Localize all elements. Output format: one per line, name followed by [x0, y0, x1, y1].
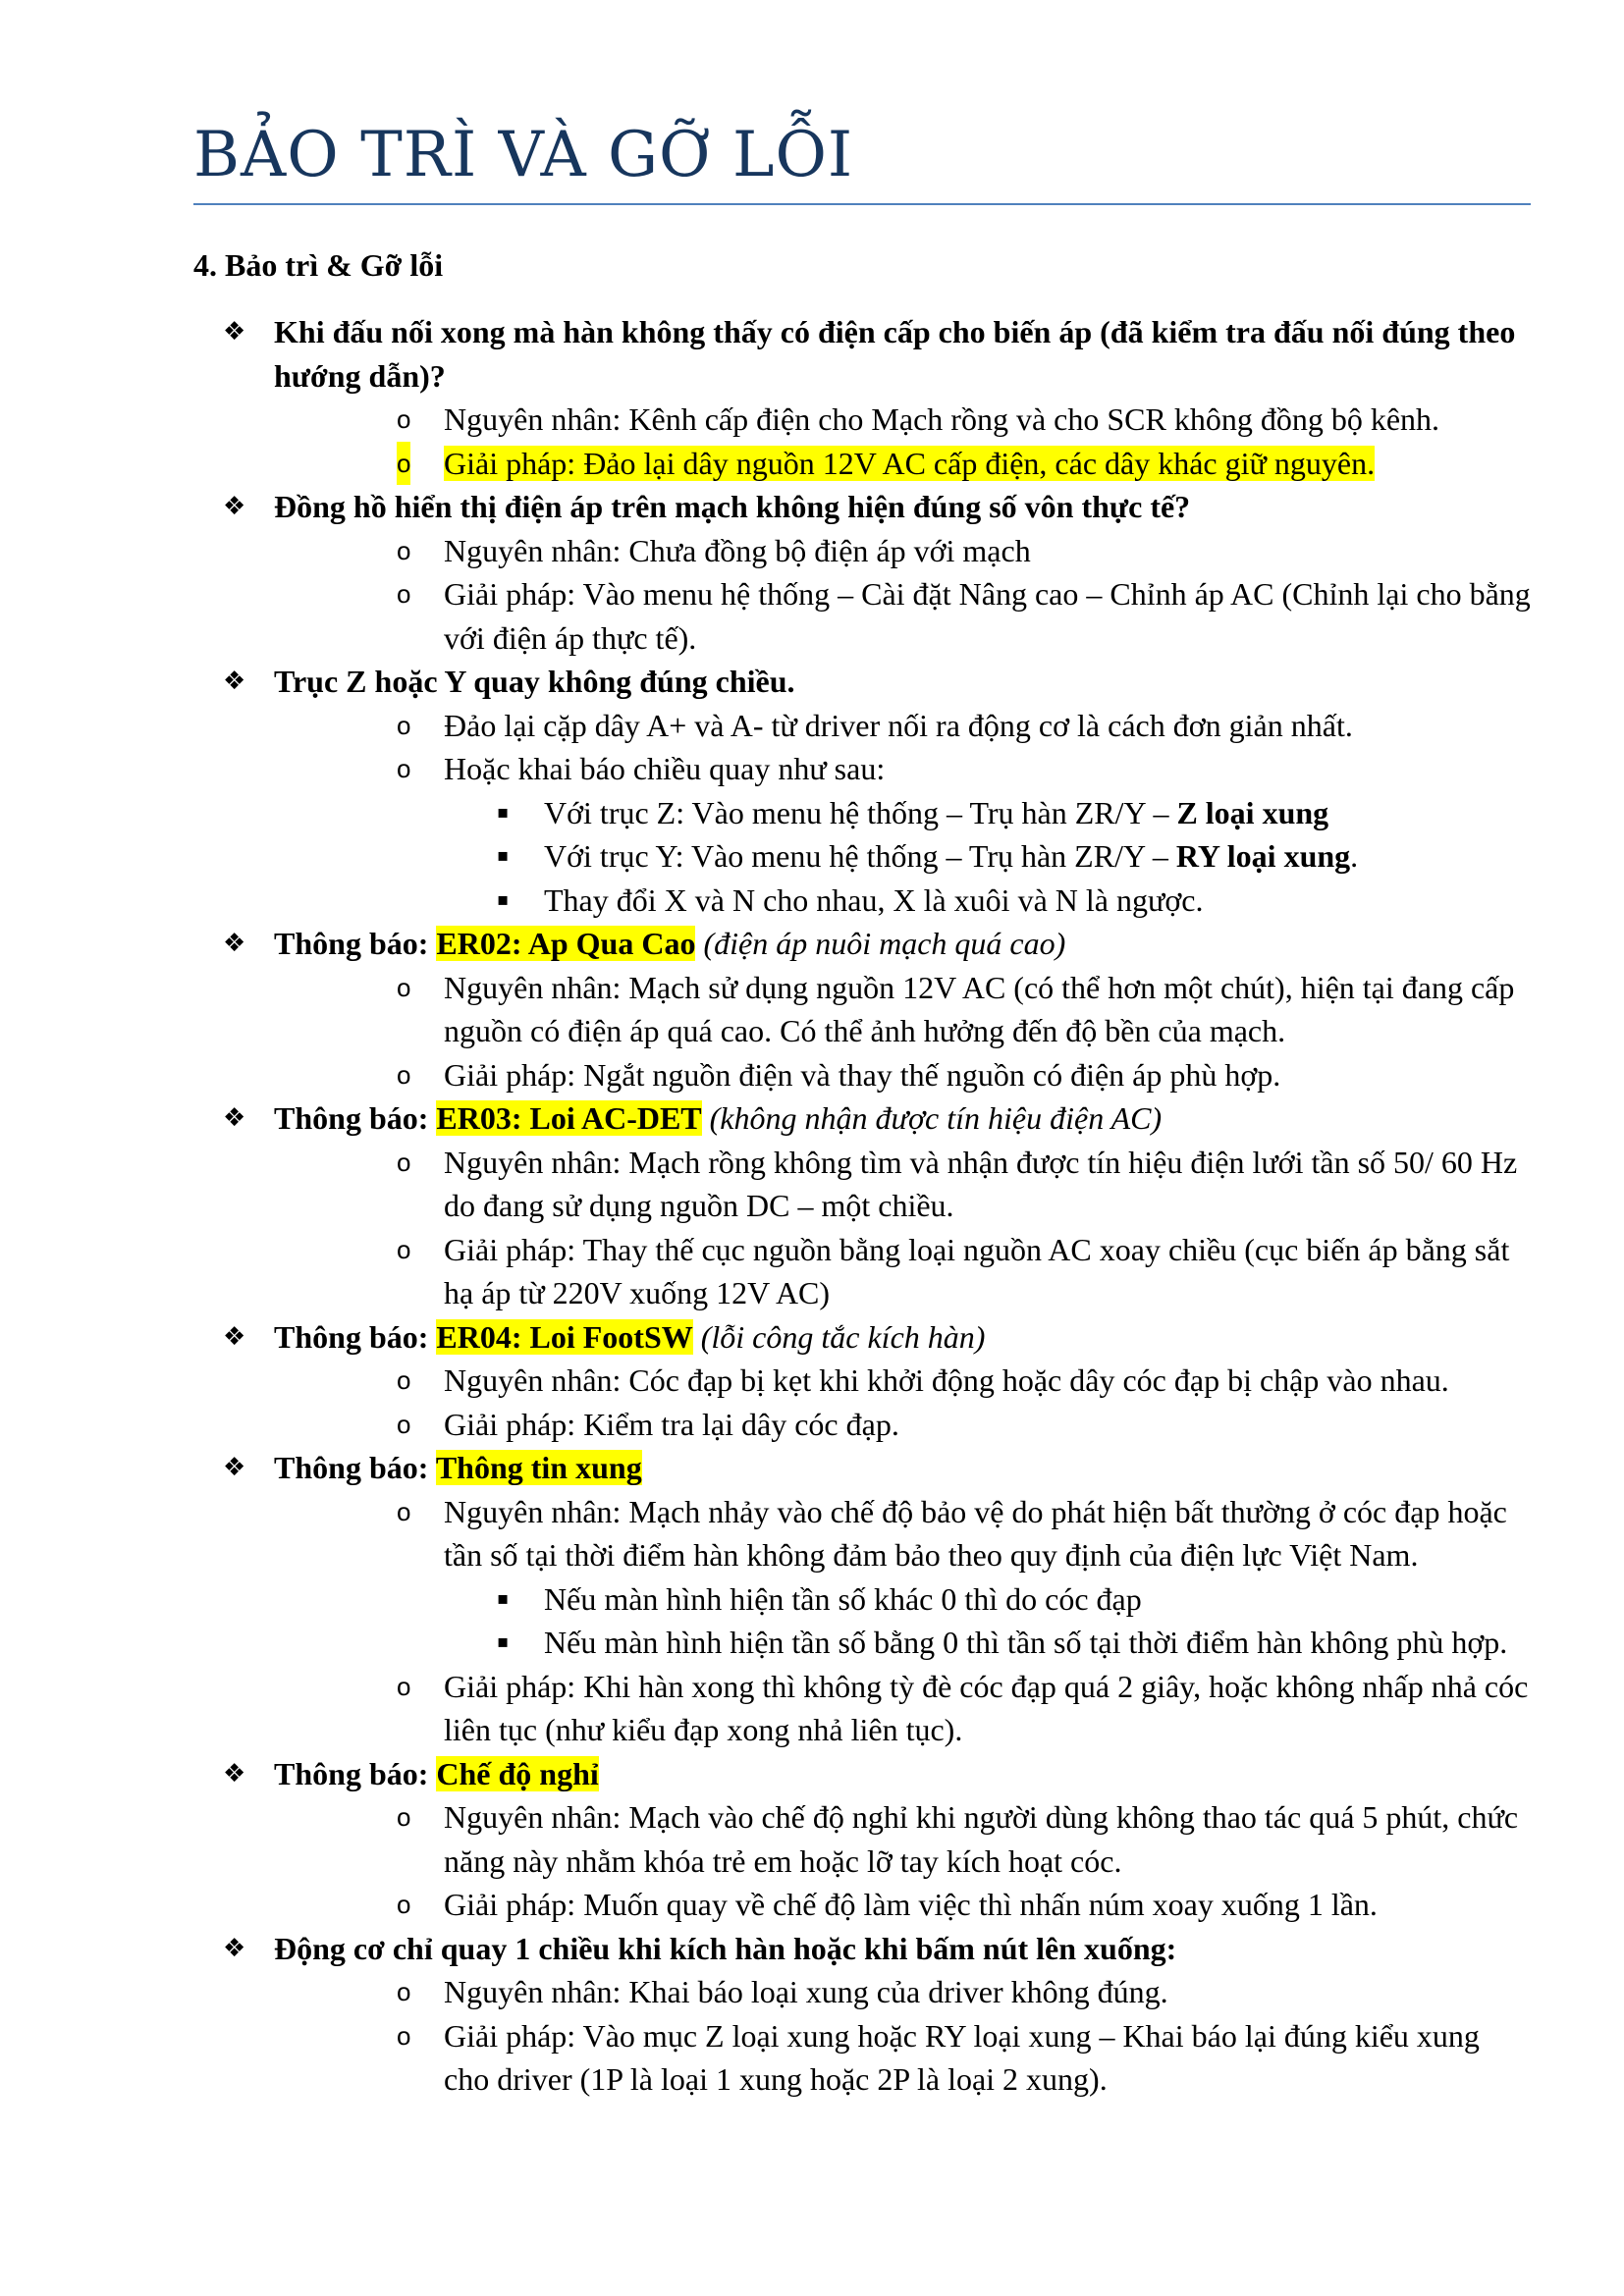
error-code: Chế độ nghỉ [436, 1755, 599, 1791]
solution-text: Giải pháp: Vào mục Z loại xung hoặc RY loại xung – Khai báo lại đúng kiểu xung cho driver (1P là loại 1 xung hoặc 2P là loại 2 xung). [444, 2017, 1480, 2097]
error-note: (không nhận được tín hiệu điện AC) [701, 1100, 1163, 1136]
cause-item [193, 398, 1531, 442]
diamond-bullet-icon: ❖ [223, 492, 246, 521]
sub-text: Với trục Y: Vào menu hệ thống – Trụ hàn ZR/Y – [544, 838, 1176, 874]
square-bullet-icon: ▪ [497, 1587, 510, 1609]
error-label: Thông báo: [274, 1318, 437, 1355]
sub-text-bold: Z loại xung [1176, 794, 1329, 830]
error-label: Thông báo: [274, 926, 437, 961]
diamond-bullet-icon: ❖ [223, 1933, 246, 1963]
circle-bullet-icon: o [397, 442, 410, 486]
circle-bullet-icon: o [397, 710, 411, 740]
error-code: Thông tin xung [435, 1450, 642, 1485]
cause-text: Nguyên nhân: Khai báo loại xung của driver không đúng. [444, 1974, 1168, 2009]
diamond-bullet-icon: ❖ [223, 929, 246, 958]
error-code: ER02: Ap Qua Cao [436, 926, 696, 961]
cause-text: Nguyên nhân: Chưa đồng bộ điện áp với mạch [444, 532, 1031, 568]
circle-bullet-icon: o [397, 2020, 411, 2051]
cause-item [193, 966, 1531, 1053]
cause-text: Nguyên nhân: Kênh cấp điện cho Mạch rồng và cho SCR không đồng bộ kênh. [444, 401, 1440, 437]
cause-text: Nguyên nhân: Mạch sử dụng nguồn 12V AC (có thể hơn một chút), hiện tại đang cấp nguồn có điện áp quá cao. Có thể ảnh hưởng đến độ bền của mạch. [444, 969, 1515, 1048]
square-bullet-icon: ▪ [497, 845, 510, 866]
error-label: Thông báo: [274, 1450, 436, 1485]
issue-item [193, 660, 1531, 704]
square-bullet-icon: ▪ [497, 888, 510, 910]
sub-item [193, 791, 1531, 835]
solution-item [193, 1228, 1531, 1315]
circle-bullet-icon: o [397, 754, 411, 783]
sub-text: Nếu màn hình hiện tần số bằng 0 thì tần số tại thời điểm hàn không phù hợp. [544, 1625, 1508, 1660]
issue-title: Khi đấu nối xong mà hàn không thấy có điện cấp cho biến áp (đã kiểm tra đấu nối đúng theo hướng dẫn)? [274, 314, 1516, 394]
solution-item [193, 442, 1531, 486]
option-text: Hoặc khai báo chiều quay như sau: [444, 751, 886, 786]
circle-bullet-icon: o [397, 1671, 411, 1701]
error-item [193, 1752, 1531, 1796]
circle-bullet-icon: o [397, 1802, 411, 1832]
sub-text-end: . [1350, 838, 1359, 874]
diamond-bullet-icon: ❖ [223, 1103, 246, 1133]
circle-bullet-icon: o [397, 1977, 411, 2006]
error-code: ER04: Loi FootSW [436, 1318, 693, 1355]
issue-item [193, 1927, 1531, 1971]
issue-item [193, 485, 1531, 529]
diamond-bullet-icon: ❖ [223, 1321, 246, 1352]
solution-text: Giải pháp: Ngắt nguồn điện và thay thế nguồn có điện áp phù hợp. [444, 1056, 1281, 1093]
circle-bullet-icon: o [397, 535, 411, 565]
error-code: ER03: Loi AC-DET [436, 1100, 702, 1136]
error-item [193, 1446, 1531, 1490]
circle-bullet-icon: o [397, 1890, 411, 1919]
cause-text: Nguyên nhân: Mạch nhảy vào chế độ bảo vệ do phát hiện bất thường ở cóc đạp hoặc tần số tại thời điểm hàn không đảm bảo theo quy định của điện lực Việt Nam. [444, 1493, 1507, 1573]
section-heading: 4. Bảo trì & Gỡ lỗi [193, 247, 444, 283]
solution-item [193, 1403, 1531, 1447]
circle-bullet-icon: o [397, 1059, 411, 1090]
solution-item [193, 2014, 1531, 2102]
cause-item [193, 1490, 1531, 1577]
cause-item [193, 1970, 1531, 2014]
circle-bullet-icon: o [397, 1234, 411, 1264]
cause-text: Nguyên nhân: Mạch vào chế độ nghỉ khi người dùng không thao tác quá 5 phút, chức năng này nhằm khóa trẻ em hoặc lỡ tay kích hoạt cóc. [444, 1799, 1519, 1879]
sub-item [193, 1577, 1531, 1622]
cause-item [193, 1141, 1531, 1228]
cause-item [193, 529, 1531, 573]
solution-text: Giải pháp: Muốn quay về chế độ làm việc thì nhấn núm xoay xuống 1 lần. [444, 1887, 1378, 1922]
error-note: (điện áp nuôi mạch quá cao) [695, 926, 1066, 961]
diamond-bullet-icon: ❖ [223, 1758, 246, 1789]
error-note: (lỗi công tắc kích hàn) [692, 1318, 986, 1355]
circle-bullet-icon: o [397, 579, 411, 609]
document-body [193, 243, 1531, 2102]
sub-text-bold: RY loại xung [1175, 838, 1351, 874]
page-title: BẢO TRÌ VÀ GỠ LỖI [193, 119, 854, 191]
solution-item [193, 1883, 1531, 1927]
sub-text: Với trục Z: Vào menu hệ thống – Trụ hàn ZR/Y – [544, 794, 1177, 830]
sub-item [193, 879, 1531, 923]
solution-text: Giải pháp: Vào menu hệ thống – Cài đặt Nâng cao – Chỉnh áp AC (Chỉnh lại cho bằng với điện áp thực tế). [444, 576, 1531, 656]
issue-item [193, 310, 1531, 398]
solution-item [193, 1665, 1531, 1752]
circle-bullet-icon: o [397, 972, 411, 1002]
issue-title: Trục Z hoặc Y quay không đúng chiều. [274, 664, 795, 699]
circle-bullet-icon: o [397, 404, 411, 434]
diamond-bullet-icon: ❖ [223, 667, 246, 696]
sub-text: Nếu màn hình hiện tần số khác 0 thì do cóc đạp [544, 1580, 1142, 1617]
solution-text: Giải pháp: Thay thế cục nguồn bằng loại nguồn AC xoay chiều (cục biến áp bằng sắt hạ áp từ 220V xuống 12V AC) [444, 1231, 1510, 1310]
error-item [193, 922, 1531, 966]
error-label: Thông báo: [274, 1755, 437, 1791]
sub-text: Thay đổi X và N cho nhau, X là xuôi và N là ngược. [544, 881, 1204, 918]
square-bullet-icon: ▪ [497, 801, 510, 823]
cause-text: Nguyên nhân: Mạch rồng không tìm và nhận được tín hiệu điện lưới tần số 50/ 60 Hz do đang sử dụng nguồn DC – một chiều. [444, 1144, 1518, 1223]
diamond-bullet-icon: ❖ [223, 317, 246, 347]
circle-bullet-icon: o [397, 1409, 411, 1439]
diamond-bullet-icon: ❖ [223, 1453, 246, 1482]
error-item [193, 1315, 1531, 1360]
cause-text: Nguyên nhân: Cóc đạp bị kẹt khi khởi động hoặc dây cóc đạp bị chập vào nhau. [444, 1362, 1449, 1398]
circle-bullet-icon: o [397, 1365, 411, 1395]
sub-item [193, 1621, 1531, 1665]
circle-bullet-icon: o [397, 1496, 411, 1526]
option-item [193, 747, 1531, 791]
solution-item [193, 572, 1531, 660]
issue-title: Động cơ chỉ quay 1 chiều khi kích hàn hoặc khi bấm nút lên xuống: [274, 1930, 1177, 1966]
cause-item [193, 1359, 1531, 1403]
sub-item [193, 834, 1531, 879]
title-underline [193, 203, 1531, 205]
error-item [193, 1096, 1531, 1141]
cause-item [193, 1795, 1531, 1883]
circle-bullet-icon: o [397, 1147, 411, 1177]
issue-title: Đồng hồ hiển thị điện áp trên mạch không hiện đúng số vôn thực tế? [274, 489, 1191, 524]
option-item [193, 704, 1531, 748]
solution-text-highlighted: Giải pháp: Đảo lại dây nguồn 12V AC cấp điện, các dây khác giữ nguyên. [444, 445, 1376, 481]
square-bullet-icon: ▪ [497, 1631, 510, 1652]
solution-text: Giải pháp: Khi hàn xong thì không tỳ đè cóc đạp quá 2 giây, hoặc không nhấp nhả cóc liên tục (như kiểu đạp xong nhả liên tục). [444, 1668, 1529, 1747]
solution-text: Giải pháp: Kiểm tra lại dây cóc đạp. [444, 1406, 899, 1442]
error-label: Thông báo: [274, 1100, 437, 1136]
option-text: Đảo lại cặp dây A+ và A- từ driver nối ra động cơ là cách đơn giản nhất. [444, 707, 1353, 743]
solution-item [193, 1053, 1531, 1097]
